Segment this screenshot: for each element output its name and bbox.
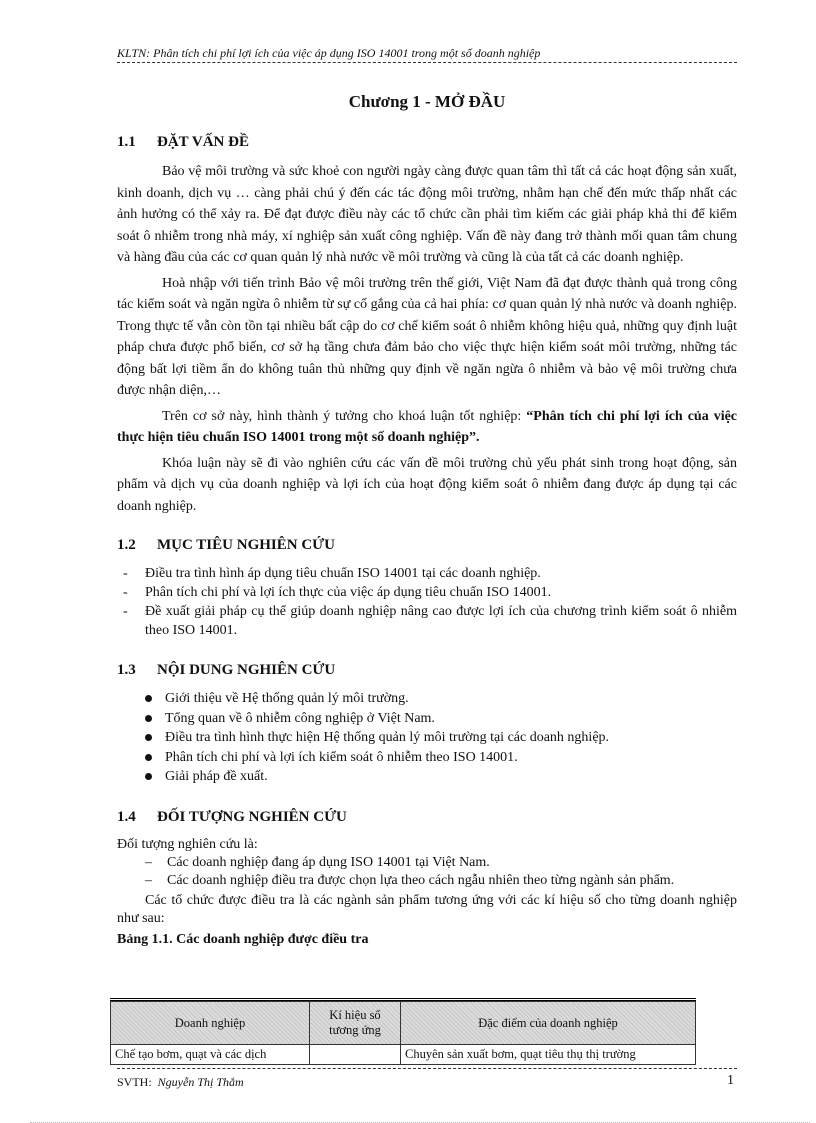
list-item: – Các doanh nghiệp điều tra được chọn lựa theo cách ngẫu nhiên theo từng ngành sản phẩm. [117,872,737,890]
table-header-cell: Đặc điểm của doanh nghiệp [401,1002,696,1045]
footer-divider [117,1068,737,1069]
thesis-title: “Phân tích chi phí lợi ích của việc thực hiện tiêu chuẩn ISO 14001 trong một số doanh nghiệp”. [117,408,738,445]
paragraph: Trên cơ sở này, hình thành ý tưởng cho khoá luận tốt nghiệp: “Phân tích chi phí lợi ích của việc thực hiện tiêu chuẩn ISO 14001 trong một số doanh nghiệp”. [117,408,738,445]
table-cell: Chuyên sản xuất bơm, quạt tiêu thụ thị trường [401,1045,696,1065]
table-caption: Bảng 1.1. Các doanh nghiệp được điều tra [117,931,369,947]
content-list [117,689,737,787]
section-heading-1-2: 1.2 MỤC TIÊU NGHIÊN CỨU [117,537,335,553]
list-item: - Điều tra tình hình áp dụng tiêu chuẩn ISO 14001 tại các doanh nghiệp. [117,564,737,583]
table-row [111,1045,696,1065]
chapter-title: Chương 1 - MỞ ĐẦU [348,92,506,111]
paragraph: Hoà nhập với tiến trình Bảo vệ môi trường trên thế giới, Việt Nam đã đạt được thành quả trong công tác kiểm soát và ngăn ngừa ô nhiễm từ sự cố gắng của cả hai phía: cơ quan quản lý nhà nước và doanh nghiệp. Trong thực tế vẫn còn tồn tại nhiều bất cập do cơ chế kiểm soát ô nhiễm không hiệu quả, những quy định luật pháp chưa được phổ biến, cơ sở hạ tầng chưa đảm bảo cho việc thực hiện kiểm soát môi trường, những tác động bất lợi tiềm ẩn do không tuân thủ những quy định về ngăn ngừa ô nhiễm và bảo vệ môi trường chưa được nhận diện,… [117,275,737,398]
running-header: KLTN: Phân tích chi phí lợi ích của việc áp dụng ISO 14001 trong một số doanh nghiệp [117,46,541,60]
table-cell [310,1045,401,1065]
list-item: Điều tra tình hình thực hiện Hệ thống quản lý môi trường tại các doanh nghiệp. [117,728,737,748]
list-item: Phân tích chi phí và lợi ích kiểm soát ô nhiễm theo ISO 14001. [117,748,737,768]
paragraph: Bảo vệ môi trường và sức khoẻ con người ngày càng được quan tâm thì tất cả các hoạt động sản xuất, kinh doanh, dịch vụ … càng phải chú ý đến các tác động môi trường, nhằm hạn chế đến mức thấp nhất các ảnh hưởng có thể xảy ra. Để đạt được điều này các tổ chức cần phải tìm kiếm các giải pháp khả thi để kiểm soát ô nhiễm trong nhà máy, xí nghiệp sản xuất công nghiệp. Vấn đề này đang trở thành mối quan tâm chung và hàng đầu của các cơ quan quản lý nhà nước về môi trường và cũng là của tất cả các doanh nghiệp. [117,164,737,265]
table-header-cell: Doanh nghiệp [111,1002,310,1045]
list-item: – Các doanh nghiệp đang áp dụng ISO 14001 tại Việt Nam. [117,854,737,872]
footer-author: SVTH: Nguyễn Thị Thắm [117,1075,244,1089]
section-heading-1-4: 1.4 ĐỐI TƯỢNG NGHIÊN CỨU [117,808,347,825]
objectives-list [117,564,737,640]
list-item: Giải pháp đề xuất. [117,767,737,787]
header-divider [117,62,737,63]
subject-list [117,854,737,890]
enterprise-table [110,1001,696,1065]
page-number: 1 [727,1073,734,1088]
list-item: - Đề xuất giải pháp cụ thể giúp doanh nghiệp nâng cao được lợi ích của chương trình kiểm soát ô nhiễm theo ISO 14001. [117,602,737,640]
table-container [110,998,696,1061]
paragraph: Đối tượng nghiên cứu là: [117,836,258,852]
table-header-row [111,1002,696,1045]
section-heading-1-3: 1.3 NỘI DUNG NGHIÊN CỨU [117,662,336,678]
list-item: - Phân tích chi phí và lợi ích thực của việc áp dụng tiêu chuẩn ISO 14001. [117,583,737,602]
table-header-cell: Kí hiệu số tương ứng [310,1002,401,1045]
table-cell: Chế tạo bơm, quạt và các dịch [111,1045,310,1065]
paragraph: Khóa luận này sẽ đi vào nghiên cứu các vấn đề môi trường chủ yếu phát sinh trong hoạt động, sản phẩm và dịch vụ của doanh nghiệp và lợi ích của hoạt động kiểm soát ô nhiễm đang được áp dụng tại các doanh nghiệp. [117,455,737,514]
list-item: Tổng quan về ô nhiễm công nghiệp ở Việt Nam. [117,709,737,729]
section-heading-1-1: 1.1 ĐẶT VẤN ĐỀ [117,134,249,150]
list-item: Giới thiệu về Hệ thống quản lý môi trường. [117,689,737,709]
paragraph: Các tổ chức được điều tra là các ngành sản phẩm tương ứng với các kí hiệu số cho từng doanh nghiệp như sau: [117,892,737,926]
page-body [117,92,737,948]
